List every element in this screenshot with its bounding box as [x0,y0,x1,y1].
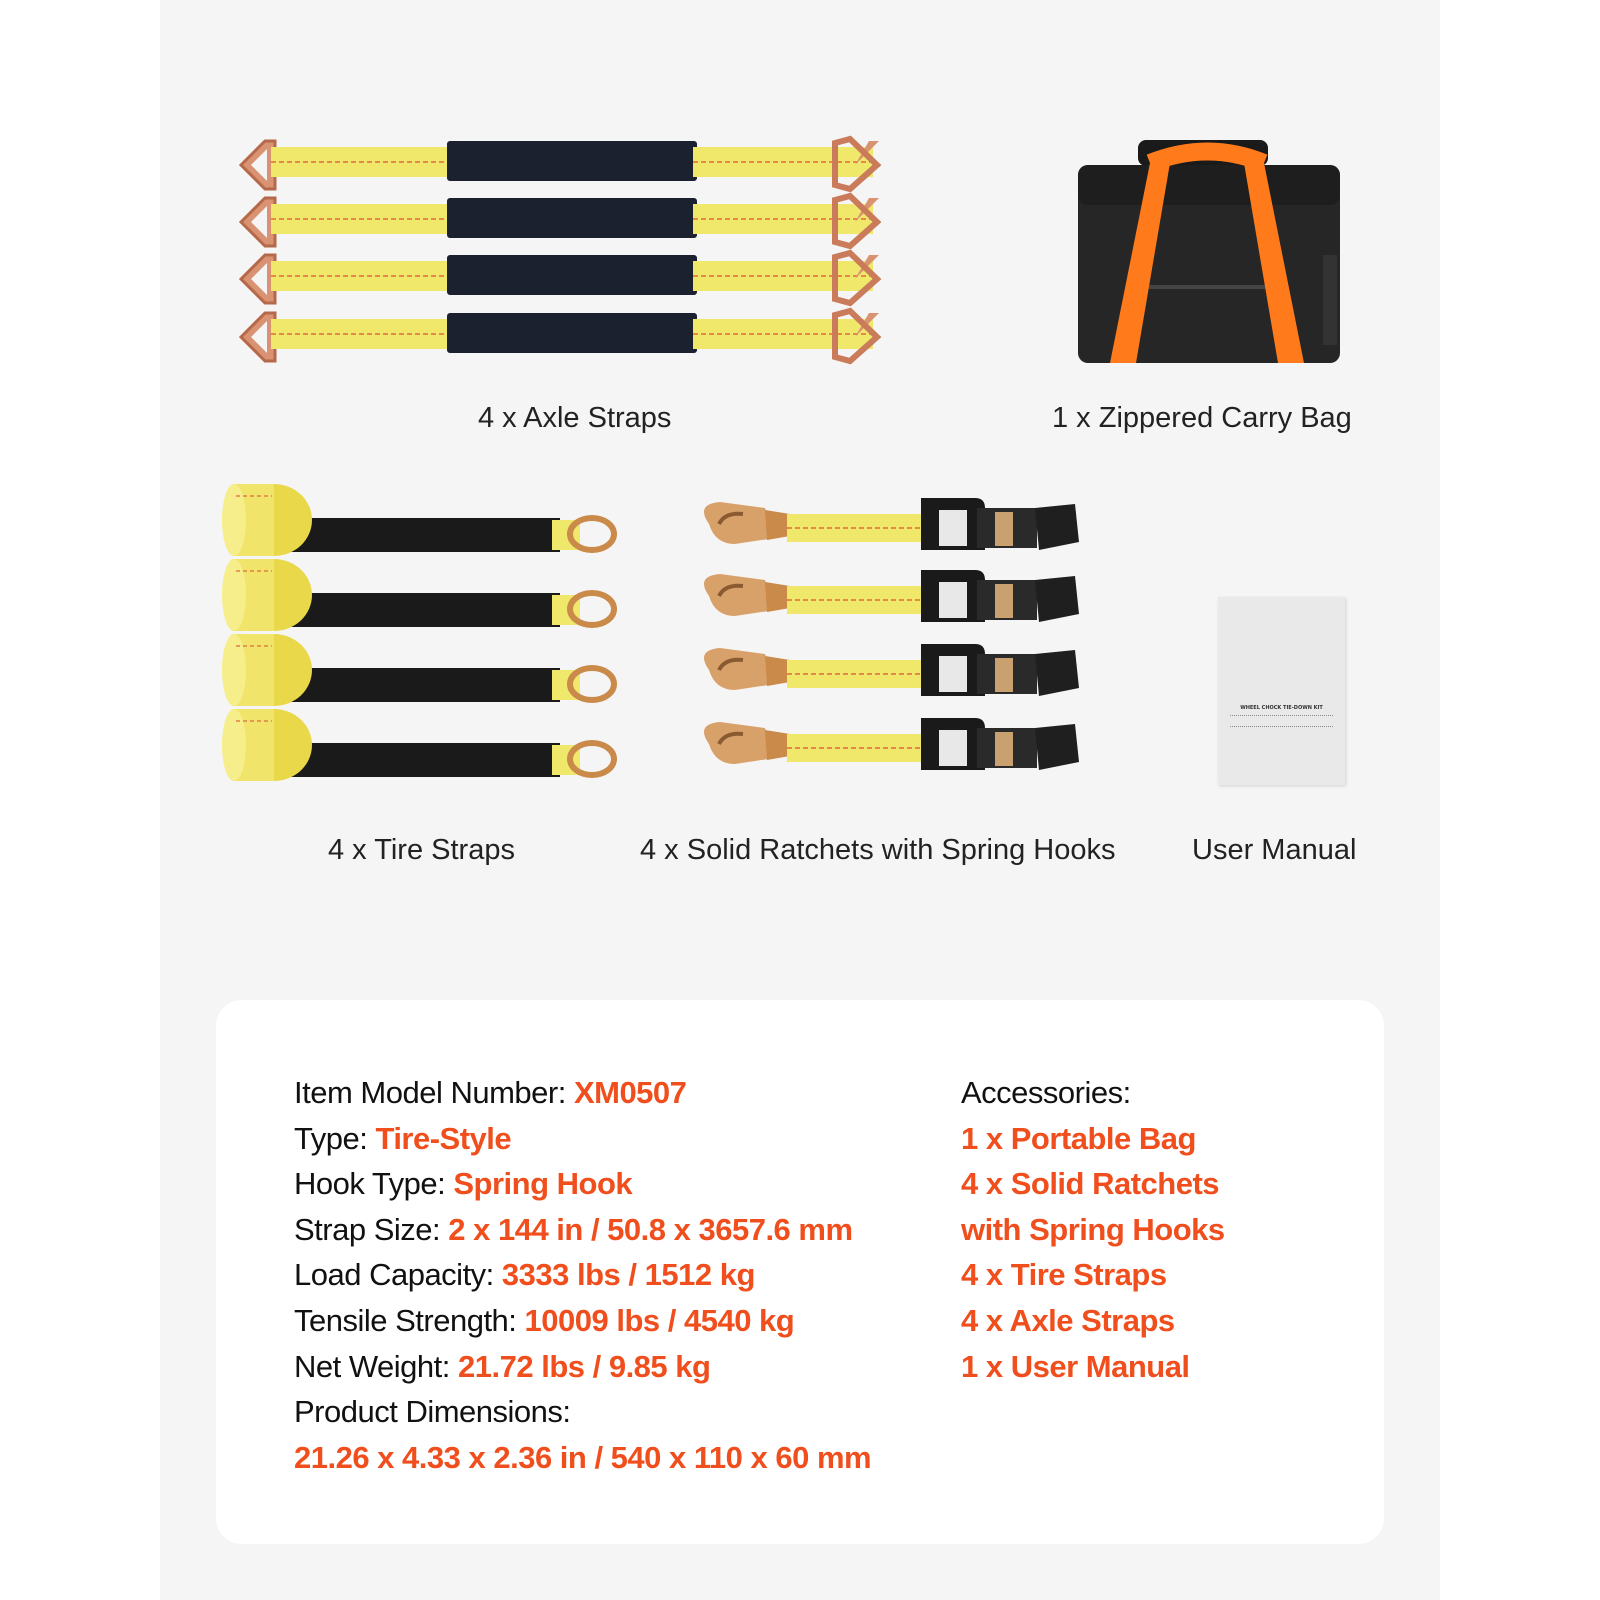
accessory-item: with Spring Hooks [961,1211,1225,1247]
spec-product-dimensions-value: 21.26 x 4.33 x 2.36 in / 540 x 110 x 60 mm [294,1439,872,1475]
accessory-item: 4 x Solid Ratchets [961,1166,1220,1202]
tire-straps-image [222,484,622,794]
accessory-item: 1 x Portable Bag [961,1120,1196,1156]
caption-axle-straps: 4 x Axle Straps [478,402,672,434]
accessory-item: 4 x Axle Straps [961,1302,1175,1338]
caption-tire-straps: 4 x Tire Straps [328,834,515,866]
spec-card [216,1000,1384,1544]
spec-load-capacity: Load Capacity: 3333 lbs / 1512 kg [294,1257,755,1293]
spec-model-number: Item Model Number: XM0507 [294,1075,687,1110]
accessory-item: 1 x User Manual [961,1348,1190,1384]
carry-bag-image [1068,135,1346,367]
accessory-item: 4 x Tire Straps [961,1257,1167,1293]
caption-carry-bag: 1 x Zippered Carry Bag [1052,402,1352,434]
spec-product-dimensions-label: Product Dimensions: [294,1394,571,1430]
spec-hook-type: Hook Type: Spring Hook [294,1166,633,1202]
spec-net-weight: Net Weight: 21.72 lbs / 9.85 kg [294,1348,711,1384]
accessories-list [961,1070,1225,1389]
spec-tensile-strength: Tensile Strength: 10009 lbs / 4540 kg [294,1302,795,1338]
axle-straps-image [235,135,885,375]
ratchets-image [695,494,1105,794]
manual-cover-title: WHEEL CHOCK TIE-DOWN KIT [1240,705,1323,711]
caption-user-manual: User Manual [1192,834,1357,866]
spec-type: Type: Tire-Style [294,1120,512,1156]
spec-strap-size: Strap Size: 2 x 144 in / 50.8 x 3657.6 mm [294,1211,853,1247]
spec-list [294,1070,871,1480]
accessories-heading: Accessories: [961,1075,1131,1110]
caption-ratchets: 4 x Solid Ratchets with Spring Hooks [640,834,1116,866]
user-manual-image [1218,597,1345,785]
manual-fine-print [1230,715,1333,727]
